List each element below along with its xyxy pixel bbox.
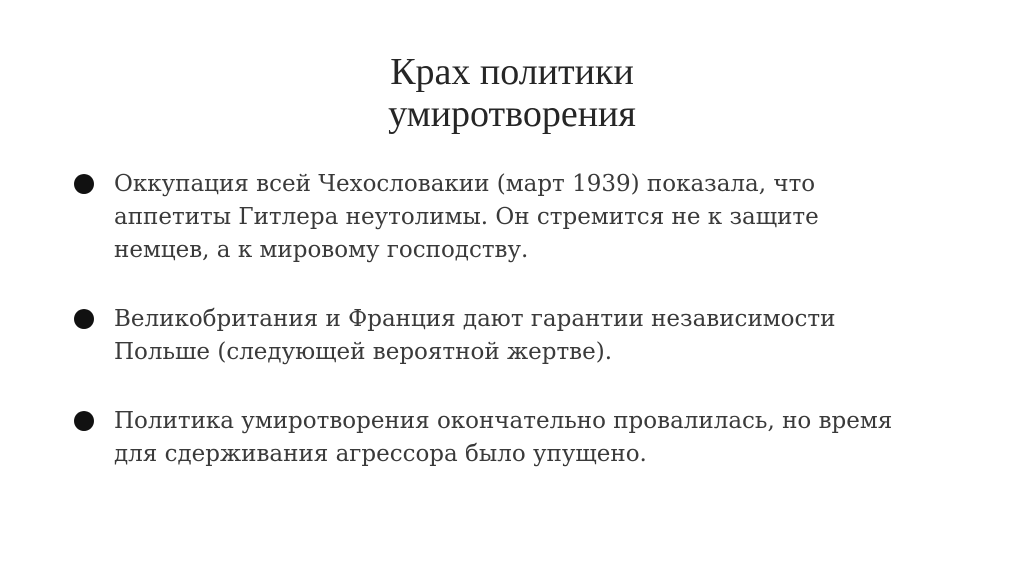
bullet-text-line: Польше (следующей вероятной жертве). [114, 339, 613, 365]
bullet-dot-icon [74, 411, 94, 431]
bullet-item [74, 405, 974, 471]
bullet-text-line: для сдерживания агрессора было упущено. [114, 441, 647, 467]
slide-title-line: Крах политики [390, 51, 634, 94]
slide-title [0, 51, 1024, 135]
bullet-text-line: немцев, а к мировому господству. [114, 237, 529, 263]
bullet-dot-icon [74, 309, 94, 329]
bullet-dot-icon [74, 174, 94, 194]
slide-title-line: умиротворения [388, 93, 636, 136]
bullet-text-line: Политика умиротворения окончательно провалилась, но время [114, 408, 893, 434]
bullet-text-line: аппетиты Гитлера неутолимы. Он стремится не к защите [114, 204, 819, 230]
bullet-list [74, 168, 974, 507]
bullet-item [74, 168, 974, 267]
bullet-item [74, 303, 974, 369]
bullet-text-line: Оккупация всей Чехословакии (март 1939) показала, что [114, 171, 816, 197]
bullet-text-line: Великобритания и Франция дают гарантии независимости [114, 306, 836, 332]
